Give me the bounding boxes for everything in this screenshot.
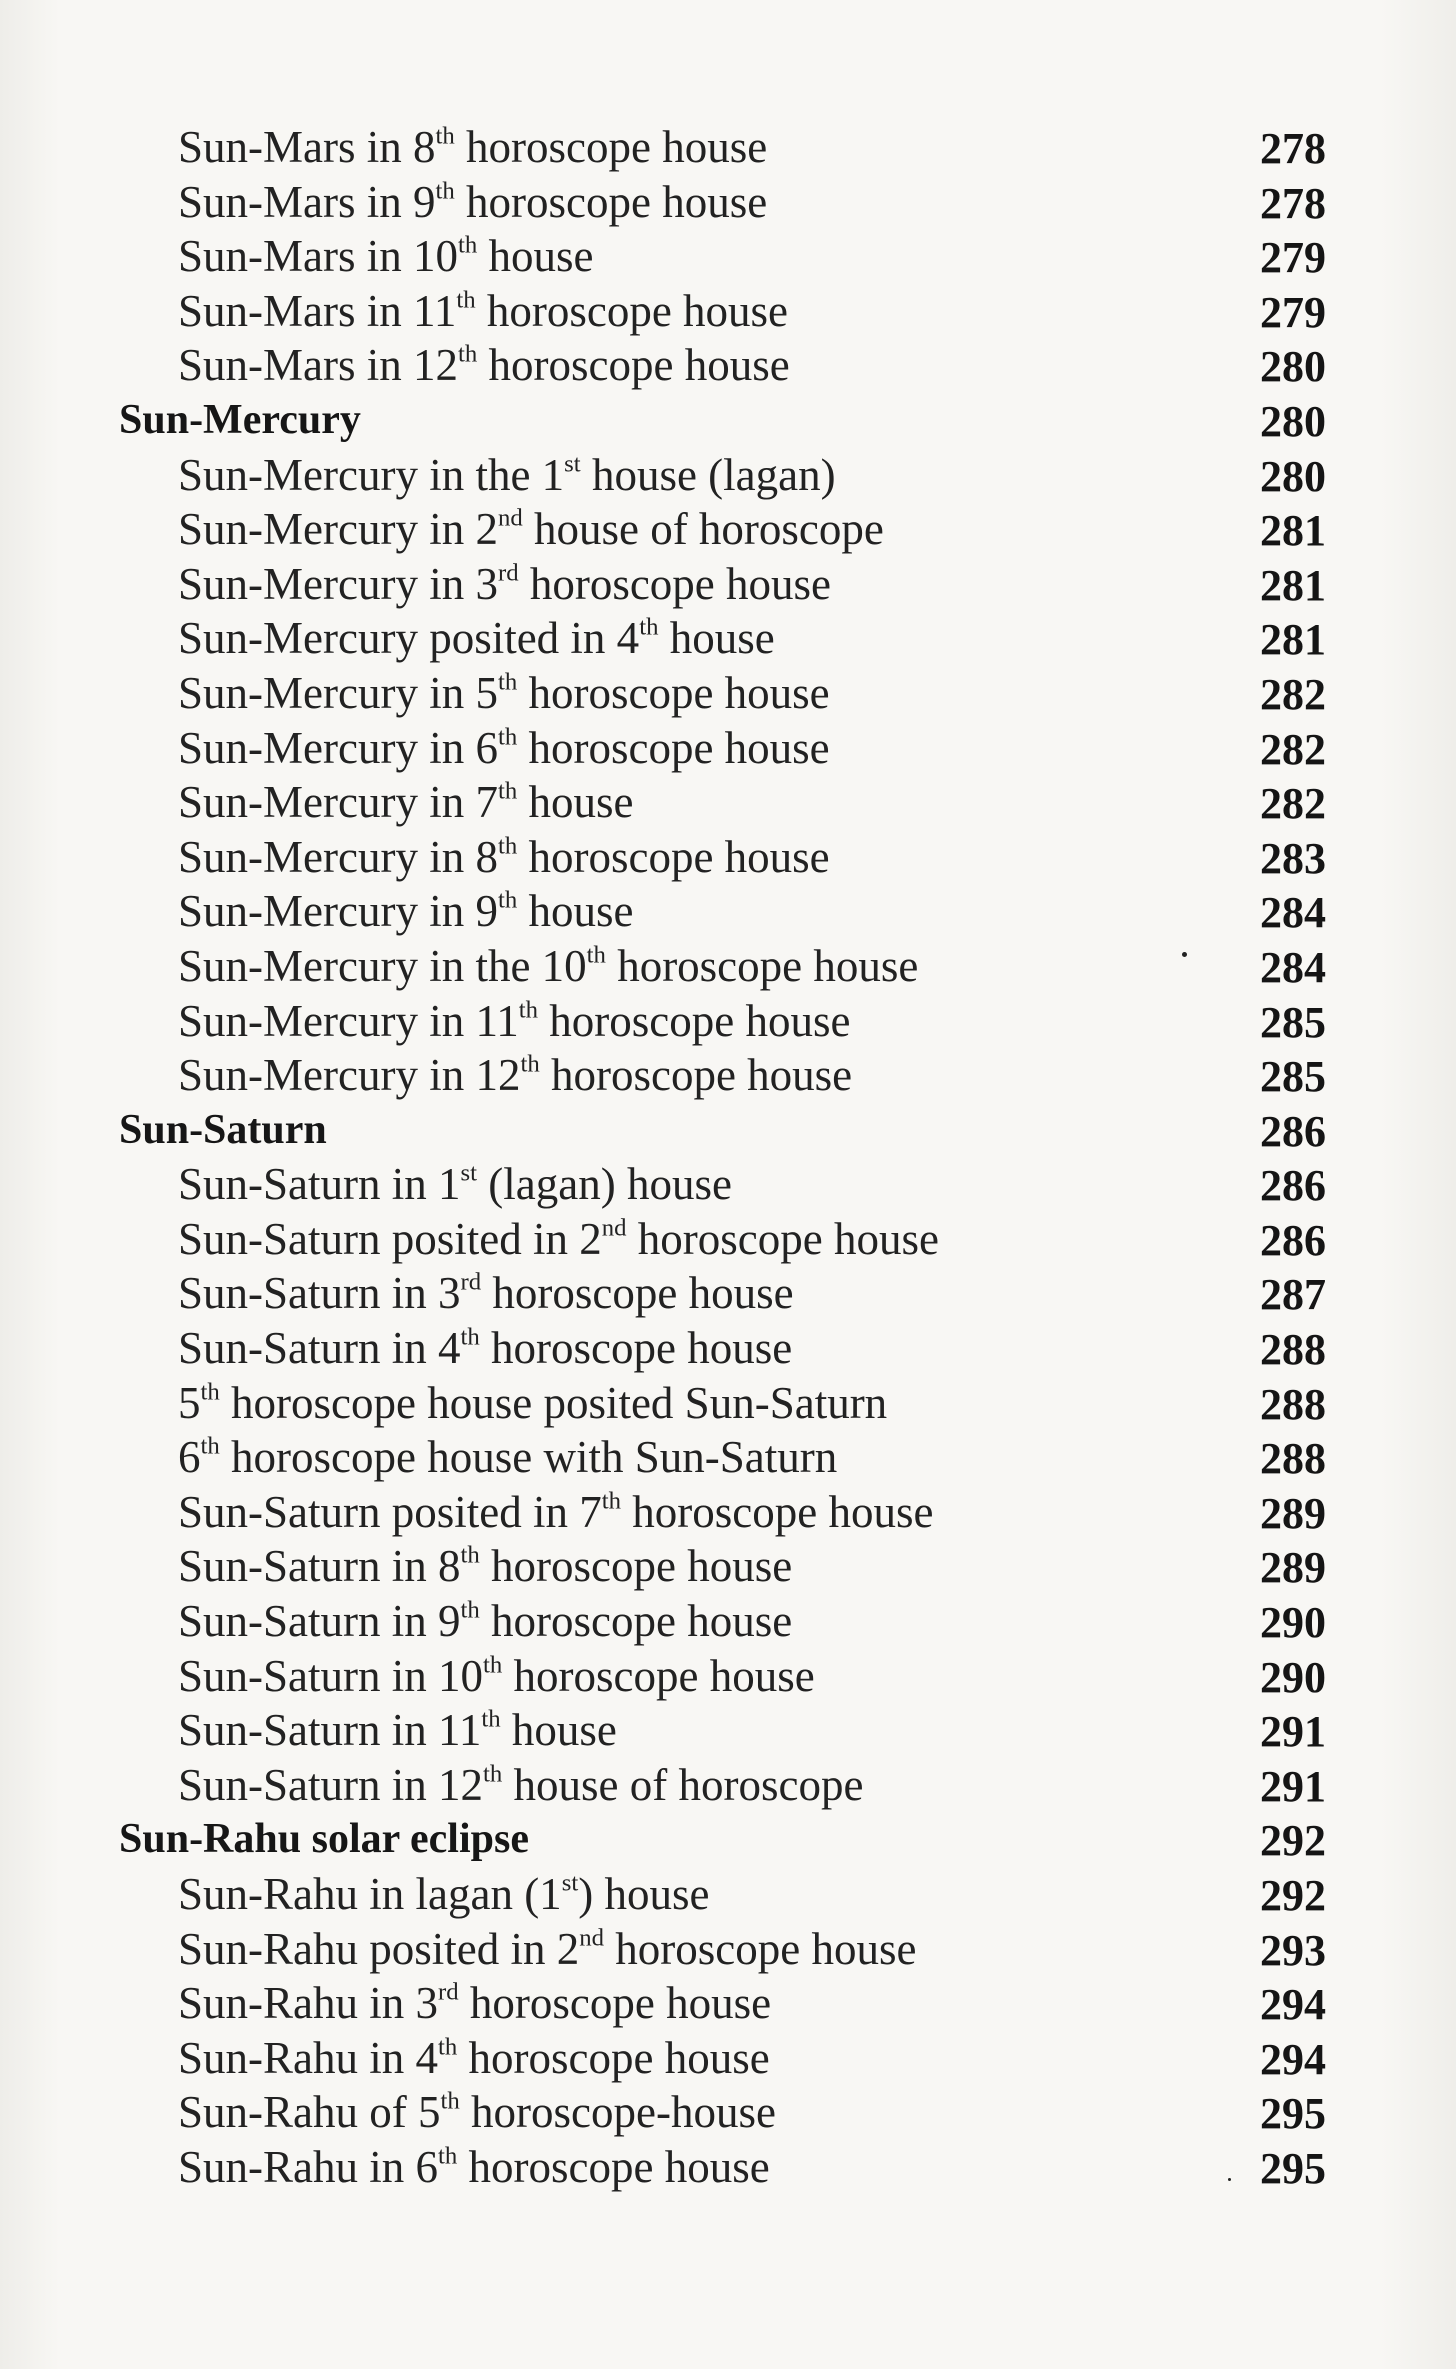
page-number: 289 [1260,1543,1326,1593]
entry-title [178,1157,732,1211]
entry-title [178,1376,887,1430]
entry-title [178,1048,852,1102]
page-number: 280 [1260,342,1326,392]
page-number: 289 [1260,1488,1326,1538]
title-text: 6 [178,1432,201,1483]
toc-entry [0,555,1456,610]
ordinal-suffix: th [518,995,539,1023]
title-text: Sun-Mercury in 7 [178,777,498,828]
ordinal-suffix: th [601,1487,622,1515]
title-text: house [517,777,634,828]
title-text: house [500,1705,617,1756]
title-text: house [477,231,594,282]
ordinal-suffix: nd [497,504,523,532]
title-text: Sun-Mercury in 2 [178,504,498,555]
page-number: 283 [1260,833,1326,883]
toc-entry [0,992,1456,1047]
page-number: 282 [1260,724,1326,774]
page-number: 278 [1260,124,1326,173]
ordinal-suffix: th [460,1541,480,1569]
toc-entry [0,882,1456,937]
title-text: Sun-Mercury in the 1 [178,449,565,500]
title-text: horoscope house [454,176,768,227]
toc-entry [0,1319,1456,1374]
page-number: 281 [1260,560,1326,610]
toc-entry [0,1046,1456,1101]
title-text: horoscope-house [459,2087,776,2138]
title-text: Sun-Mercury in 6 [178,722,498,773]
entry-title [178,1649,815,1703]
title-text: (lagan) house [477,1159,732,1210]
entry-title [178,502,884,556]
toc-entry [0,828,1456,883]
entry-title [178,1867,709,1921]
page-number: 285 [1260,997,1326,1047]
entry-title [178,1212,939,1266]
entry-title [178,338,790,392]
ordinal-suffix: th [483,1760,503,1788]
title-text: Sun-Rahu solar eclipse [119,1816,529,1863]
toc-entry [0,1537,1456,1592]
toc-entry [0,1647,1456,1702]
toc-entry [0,1865,1456,1920]
page-number: 284 [1260,888,1326,938]
entry-title [178,1485,933,1539]
entry-title [178,2140,770,2194]
entry-title [178,666,830,720]
entry-title [178,1976,771,2030]
title-text: horoscope house [479,1323,793,1374]
page-number: 286 [1260,1215,1326,1265]
title-text: Sun-Rahu in 6 [178,2141,439,2192]
page-number: 281 [1260,506,1326,556]
title-text: horoscope house [457,2141,770,2192]
page-number: 292 [1260,1871,1326,1920]
title-text: Sun-Saturn [119,1106,327,1153]
title-text: Sun-Rahu in lagan (1 [178,1869,562,1919]
toc-entry [0,2083,1456,2138]
title-text: horoscope house [539,1050,853,1101]
toc-entry [0,937,1456,992]
toc-entry [0,1428,1456,1483]
ordinal-suffix: th [435,122,455,150]
page-number: 291 [1260,1761,1326,1811]
page-number: 291 [1260,1707,1326,1757]
toc-entry [0,1483,1456,1538]
title-text: horoscope house [479,1596,793,1647]
ordinal-suffix: st [460,1159,478,1187]
section-title [119,393,361,447]
title-text: Sun-Mercury in 9 [178,886,498,937]
entry-title [178,1758,863,1812]
toc-entry [0,1756,1456,1811]
ordinal-suffix: th [483,1651,503,1679]
ordinal-suffix: th [460,1323,480,1351]
ordinal-suffix: th [497,722,518,750]
title-text: horoscope house [605,940,919,991]
ordinal-suffix: th [497,832,518,860]
entry-title [178,175,767,229]
ordinal-suffix: rd [438,1978,459,2006]
title-text: Sun-Saturn in 12 [178,1759,484,1810]
title-text: Sun-Mars in 9 [178,176,436,227]
page-number: 278 [1260,178,1326,228]
ordinal-suffix: th [520,1050,540,1078]
ordinal-suffix: th [440,2087,460,2115]
page-number: 295 [1260,2143,1326,2193]
page-number: 288 [1260,1379,1326,1429]
entry-title [178,1539,792,1593]
title-text: horoscope house [517,722,830,773]
page-number: 290 [1260,1598,1326,1648]
title-text: Sun-Saturn in 11 [178,1705,482,1756]
toc-entry [0,446,1456,501]
page-number: 286 [1260,1106,1326,1156]
toc-entry [0,173,1456,228]
ordinal-suffix: rd [497,559,519,587]
toc-entry [0,1701,1456,1756]
title-text: horoscope house [621,1486,934,1537]
entry-title [178,775,633,829]
title-text: horoscope house [604,1923,917,1974]
title-text: horoscope house [457,2032,770,2083]
title-text: Sun-Saturn in 3 [178,1268,461,1319]
page-number: 280 [1260,396,1326,446]
title-text: Sun-Saturn in 8 [178,1541,461,1592]
section-title [119,1103,327,1157]
title-text: horoscope house with Sun-Saturn [219,1432,838,1483]
title-text: horoscope house posited Sun-Saturn [219,1377,888,1428]
toc-entry [0,1264,1456,1319]
title-text: horoscope house [517,831,830,882]
title-text: Sun-Saturn in 10 [178,1650,484,1701]
title-text: horoscope house [454,122,768,172]
toc-entry [0,719,1456,774]
entry-title [178,611,775,665]
title-text: Sun-Mercury in the 10 [178,940,587,991]
entry-title [178,1321,792,1375]
toc-section-heading [0,1101,1456,1156]
ordinal-suffix: th [497,777,518,805]
title-text: Sun-Rahu in 4 [178,2032,439,2083]
ordinal-suffix: th [200,1432,220,1460]
entry-title [178,1922,916,1976]
title-text: Sun-Mercury in 12 [178,1050,521,1101]
ordinal-suffix: th [438,2142,458,2170]
ordinal-suffix: nd [579,1924,604,1952]
title-text: horoscope house [538,995,851,1046]
title-text: 5 [178,1377,201,1428]
title-text: Sun-Mars in 8 [178,122,436,172]
ordinal-suffix: th [200,1378,220,1406]
page-number: 290 [1260,1652,1326,1702]
title-text: Sun-Mercury in 11 [178,995,519,1046]
toc-entry [0,664,1456,719]
entry-title [178,1430,837,1484]
ordinal-suffix: th [435,177,455,205]
entry-title [178,120,767,174]
title-text: house [517,886,634,937]
entry-title [178,994,850,1048]
ordinal-suffix: th [586,941,606,969]
toc-entry [0,1155,1456,1210]
entry-title [178,557,831,611]
title-text: Sun-Mars in 11 [178,285,457,336]
entry-title [178,830,830,884]
ordinal-suffix: th [458,340,478,368]
entry-title [178,1703,617,1757]
toc-entry [0,118,1456,173]
ordinal-suffix: nd [601,1214,627,1242]
title-text: horoscope house [458,1978,772,2029]
entry-title [178,1594,792,1648]
title-text: house [658,613,775,664]
page-number: 295 [1260,2089,1326,2139]
title-text: ) house [578,1869,710,1919]
title-text: horoscope house [479,1541,793,1592]
entry-title [178,2085,776,2139]
toc-entry [0,227,1456,282]
title-text: horoscope house [518,558,832,609]
ordinal-suffix: st [561,1869,579,1897]
ordinal-suffix: rd [460,1268,482,1296]
page-number: 293 [1260,1925,1326,1975]
title-text: house of horoscope [522,504,884,555]
toc-entry [0,2029,1456,2084]
page-number: 294 [1260,2034,1326,2084]
page-number: 282 [1260,669,1326,719]
ordinal-suffix: th [460,1596,480,1624]
page-number: 286 [1260,1161,1326,1211]
title-text: Sun-Saturn posited in 7 [178,1486,602,1537]
ordinal-suffix: th [438,2033,458,2061]
ordinal-suffix: th [639,613,659,641]
entry-title [178,284,788,338]
table-of-contents [0,118,1456,2193]
title-text: Sun-Mercury in 3 [178,558,498,609]
toc-section-heading [0,391,1456,446]
title-text: Sun-Mars in 12 [178,340,458,391]
title-text: horoscope house [626,1213,939,1264]
entry-title [178,721,830,775]
title-text: Sun-Rahu in 3 [178,1978,439,2029]
page-number: 285 [1260,1052,1326,1102]
toc-entry [0,1592,1456,1647]
page-number: 279 [1260,287,1326,337]
toc-entry [0,1920,1456,1975]
ordinal-suffix: th [497,886,518,914]
page-number: 287 [1260,1270,1326,1320]
ink-speck [1182,952,1187,957]
ordinal-suffix: st [564,450,581,477]
title-text: Sun-Mercury posited in 4 [178,613,640,664]
entry-title [178,939,918,993]
title-text: Sun-Saturn posited in 2 [178,1213,602,1264]
page-number: 281 [1260,615,1326,665]
page-number: 282 [1260,779,1326,829]
entry-title [178,448,836,502]
title-text: horoscope house [477,340,790,391]
page-number: 294 [1260,1980,1326,2030]
toc-entry [0,1974,1456,2029]
title-text: Sun-Mercury [119,396,361,443]
toc-section-heading [0,1810,1456,1865]
ink-speck [1228,2178,1231,2181]
toc-entry [0,2138,1456,2193]
title-text: Sun-Mars in 10 [178,231,458,282]
toc-entry [0,500,1456,555]
title-text: horoscope house [475,285,789,336]
toc-entry [0,336,1456,391]
ordinal-suffix: th [481,1705,501,1733]
toc-entry [0,773,1456,828]
entry-title [178,884,633,938]
page-number: 288 [1260,1325,1326,1375]
toc-entry [0,609,1456,664]
title-text: Sun-Rahu posited in 2 [178,1923,580,1974]
title-text: Sun-Mercury in 8 [178,831,498,882]
ordinal-suffix: th [458,231,478,259]
page-number: 279 [1260,233,1326,283]
page-number: 292 [1260,1816,1326,1866]
title-text: horoscope house [517,667,830,718]
ordinal-suffix: th [497,668,518,696]
title-text: house of horoscope [502,1759,864,1810]
title-text: house (lagan) [580,449,836,500]
title-text: Sun-Rahu of 5 [178,2087,441,2138]
page-number: 284 [1260,942,1326,992]
page-number: 280 [1260,451,1326,501]
section-title [119,1812,529,1866]
toc-entry [0,1374,1456,1429]
entry-title [178,229,594,283]
ordinal-suffix: th [456,286,476,314]
title-text: Sun-Saturn in 9 [178,1596,461,1647]
toc-entry [0,1210,1456,1265]
title-text: horoscope house [481,1268,794,1319]
entry-title [178,1266,794,1320]
title-text: Sun-Saturn in 4 [178,1323,461,1374]
title-text: horoscope house [502,1650,815,1701]
page-number: 288 [1260,1434,1326,1484]
title-text: Sun-Saturn in 1 [178,1159,461,1210]
entry-title [178,2031,770,2085]
toc-entry [0,282,1456,337]
title-text: Sun-Mercury in 5 [178,667,498,718]
